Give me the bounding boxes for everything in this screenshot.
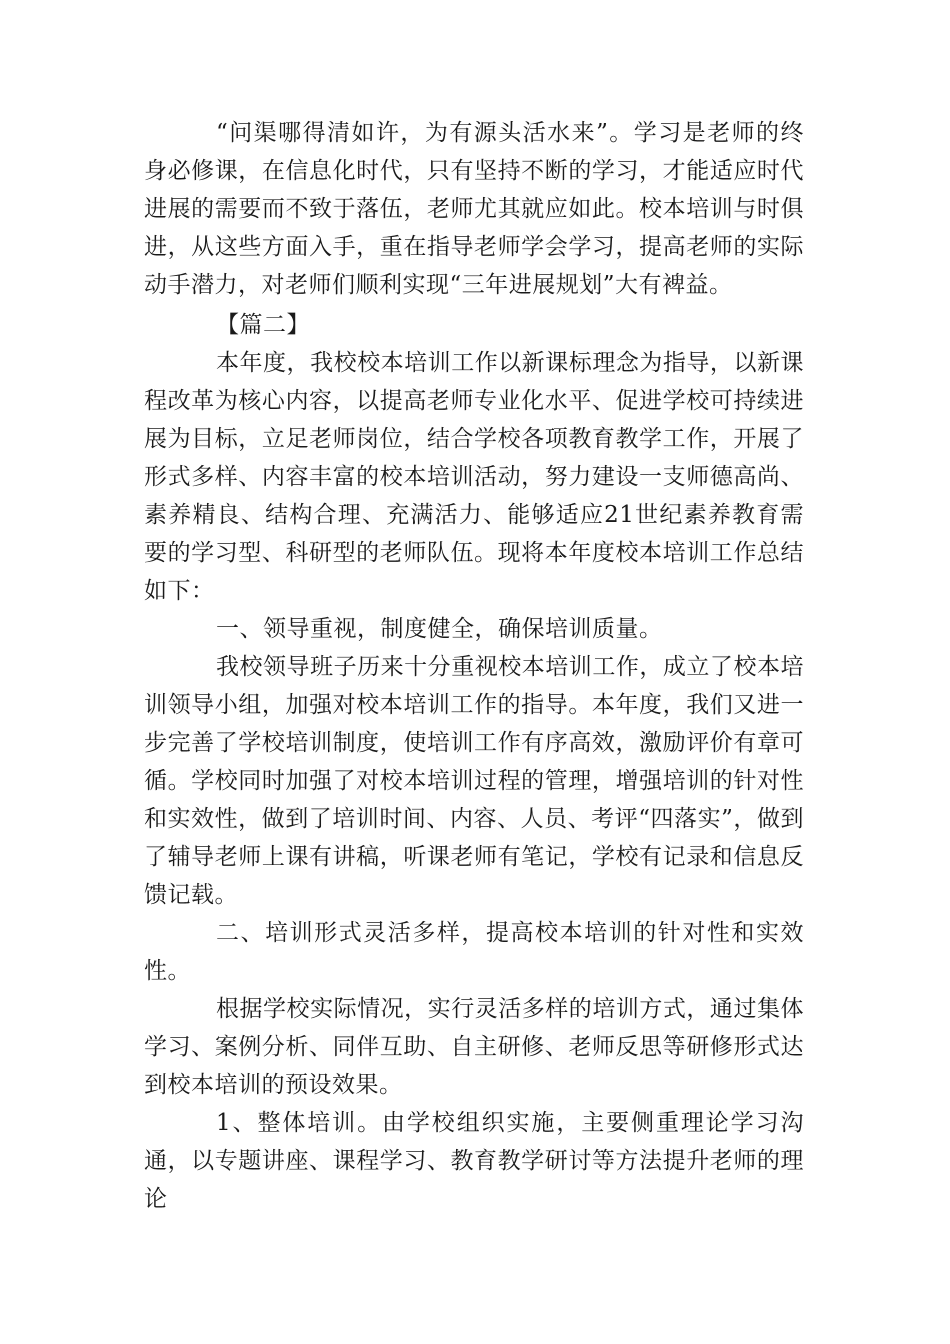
paragraph-quote-intro: “问渠哪得清如许，为有源头活水来”。学习是老师的终身必修课，在信息化时代，只有坚持不断的学习，才能适应时代进展的需要而不致于落伍，老师尤其就应如此。校本培训与时俱进，从这些方面入手，重在指导老师学会学习，提高老师的实际动手潜力，对老师们顺利实现“三年进展规划”大有裨益。 [144, 120, 804, 298]
section-heading-part-two: 【篇二】 [216, 312, 310, 338]
paragraph-annual-overview: 本年度，我校校本培训工作以新课标理念为指导，以新课程改革为核心内容，以提高老师专业化水平、促进学校可持续进展为目标，立足老师岗位，结合学校各项教育教学工作，开展了形式多样、内容丰富的校本培训活动，努力建设一支师德高尚、素养精良、结构合理、充满活力、能够适应21世纪素养教育需要的学习型、科研型的老师队伍。现将本年度校本培训工作总结如下： [144, 350, 804, 604]
paragraph-training-methods: 根据学校实际情况，实行灵活多样的培训方式，通过集体学习、案例分析、同伴互助、自主研修、老师反思等研修形式达到校本培训的预设效果。 [144, 996, 804, 1098]
paragraph-leadership: 我校领导班子历来十分重视校本培训工作，成立了校本培训领导小组，加强对校本培训工作的指导。本年度，我们又进一步完善了学校培训制度，使培训工作有序高效，激励评价有章可循。学校同时加强了对校本培训过程的管理，增强培训的针对性和实效性，做到了培训时间、内容、人员、考评“四落实”，做到了辅导老师上课有讲稿，听课老师有笔记，学校有记录和信息反馈记载。 [144, 654, 804, 908]
paragraph-overall-training: 1、整体培训。由学校组织实施，主要侧重理论学习沟通，以专题讲座、课程学习、教育教学研讨等方法提升老师的理论 [144, 1110, 804, 1212]
heading-training-forms: 二、培训形式灵活多样，提高校本培训的针对性和实效性。 [144, 920, 804, 984]
heading-leadership: 一、领导重视，制度健全，确保培训质量。 [216, 616, 663, 642]
document-body [144, 114, 804, 1218]
